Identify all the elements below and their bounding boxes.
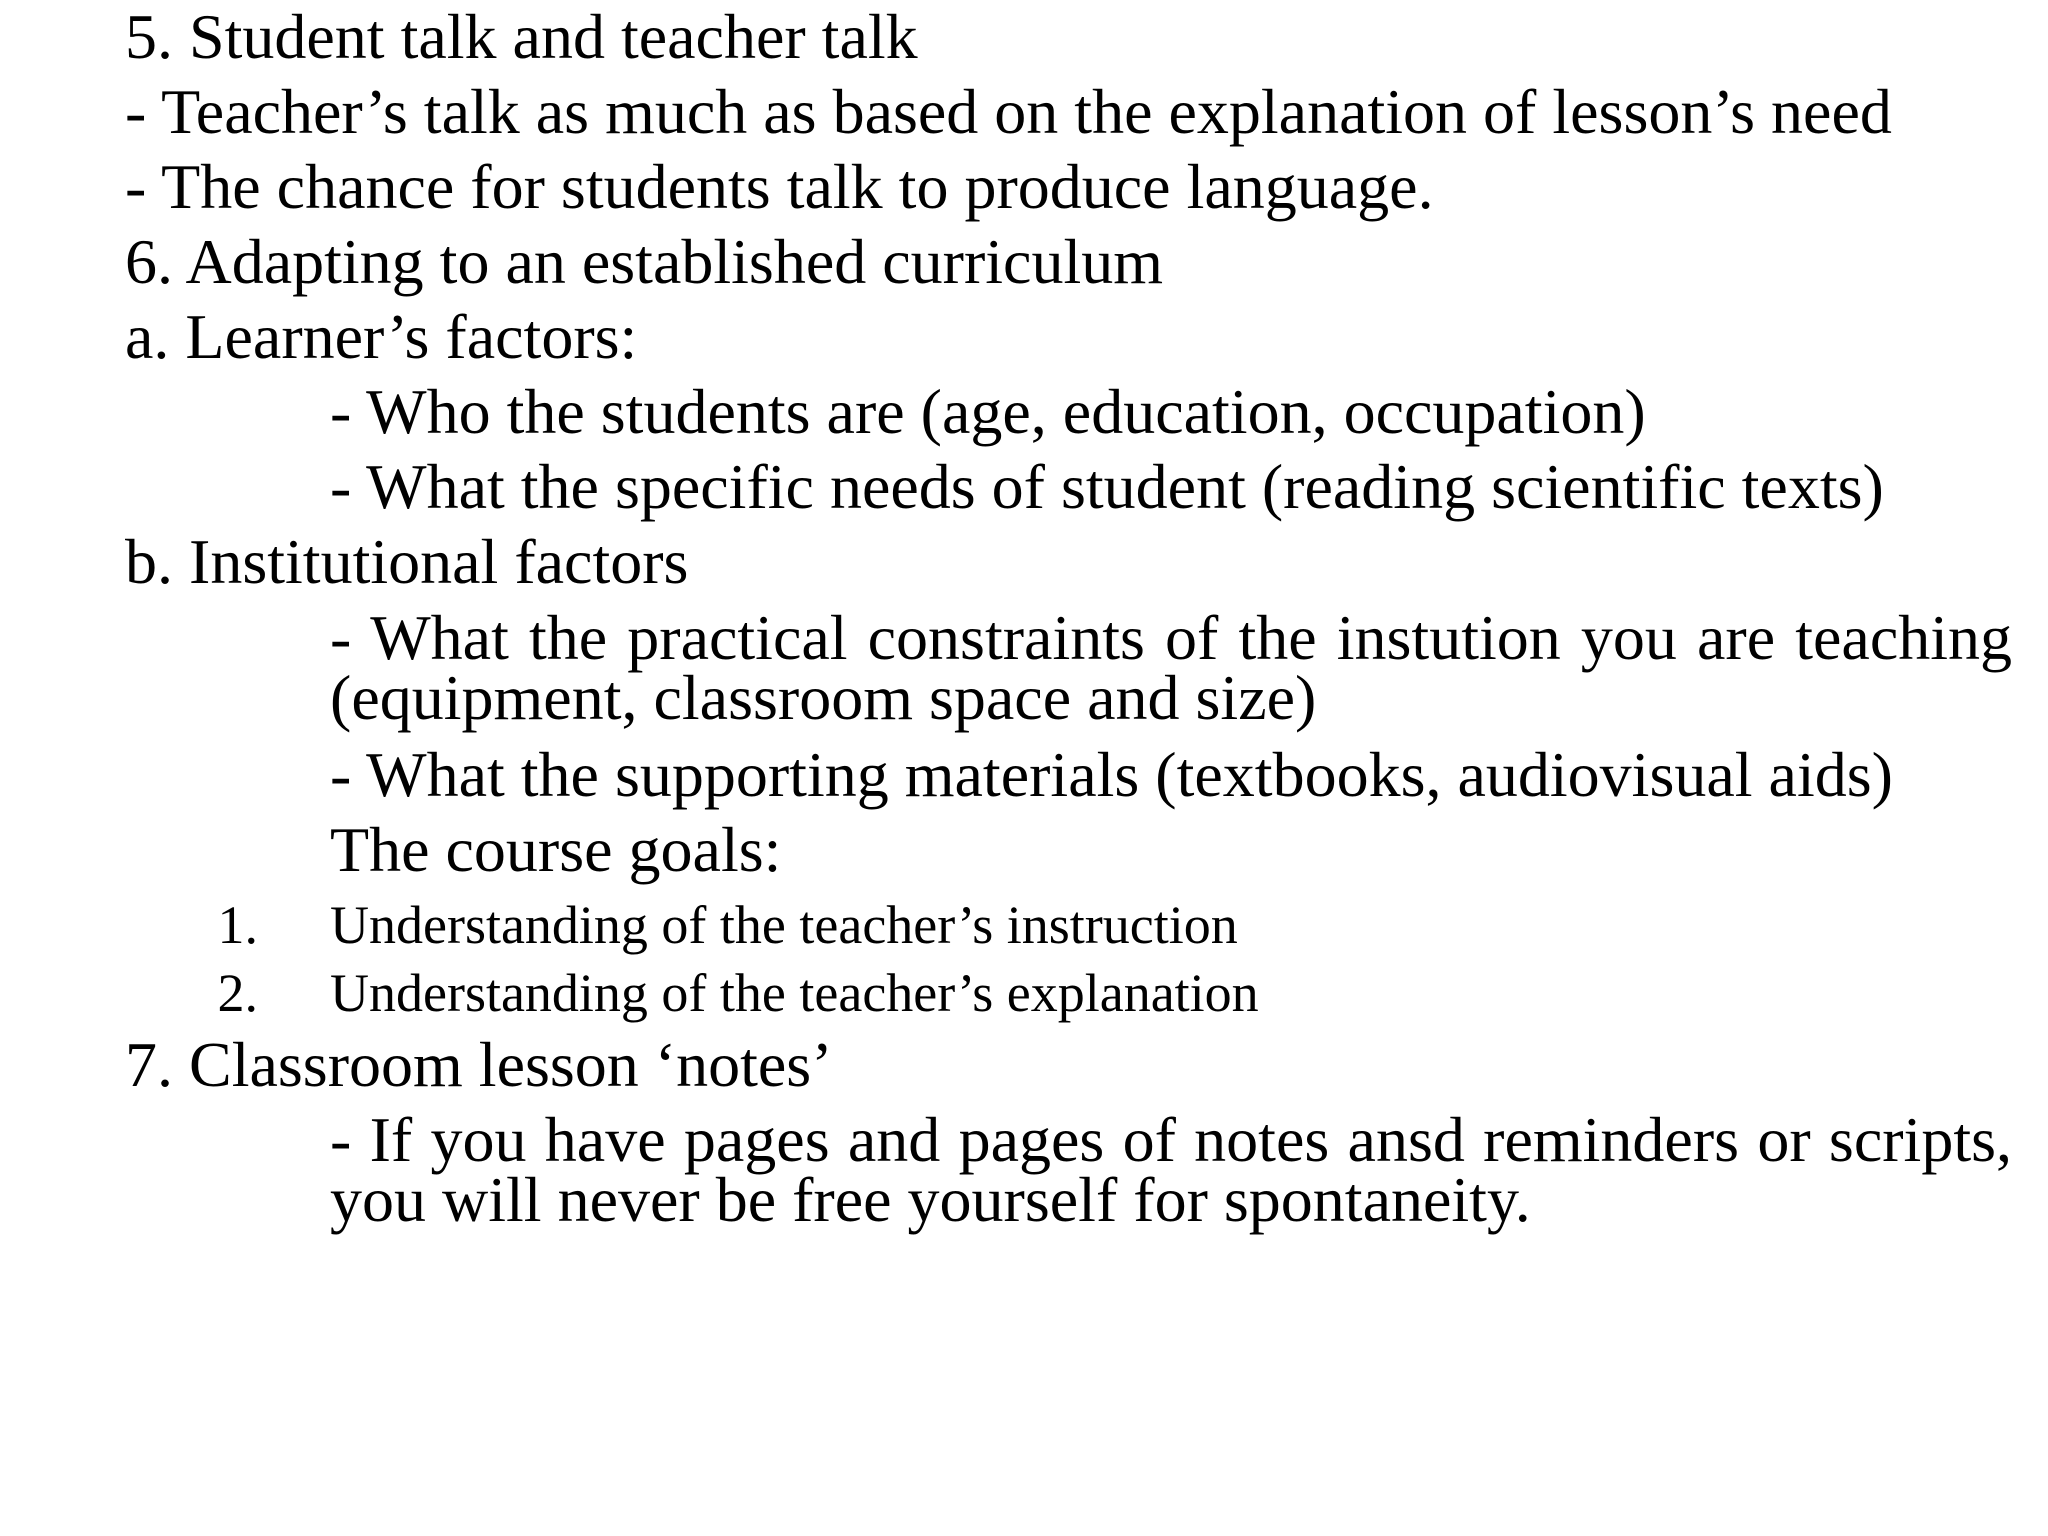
section-5-point-teacher-talk: - Teacher’s talk as much as based on the explanation of lesson’s need: [125, 76, 1892, 147]
section-6-heading: 6. Adapting to an established curriculum: [125, 226, 1163, 297]
section-5-heading: 5. Student talk and teacher talk: [125, 1, 918, 72]
course-goal-number: 1.: [217, 895, 258, 955]
section-5-point-student-talk: - The chance for students talk to produce language.: [125, 151, 1434, 222]
section-6a-point-who: - Who the students are (age, education, occupation): [330, 376, 1646, 447]
course-goal-number: 2.: [217, 963, 258, 1023]
section-6b-heading: b. Institutional factors: [125, 526, 689, 597]
course-goal-text: Understanding of the teacher’s instruction: [330, 895, 1238, 955]
course-goal-text: Understanding of the teacher’s explanation: [330, 963, 1259, 1023]
section-6b-point-materials: - What the supporting materials (textbooks, audiovisual aids): [330, 739, 1893, 810]
section-6a-point-needs: - What the specific needs of student (reading scientific texts): [330, 451, 1884, 522]
section-6a-heading: a. Learner’s factors:: [125, 301, 638, 372]
course-goals-label: The course goals:: [330, 814, 782, 885]
section-7-point-notes: - If you have pages and pages of notes ansd reminders or scripts, you will never be free yourself for spontaneity.: [330, 1104, 2012, 1235]
section-6b-point-constraints: - What the practical constraints of the instution you are teaching (equipment, classroom space and size): [330, 602, 2012, 733]
section-7-heading: 7. Classroom lesson ‘notes’: [125, 1029, 833, 1100]
